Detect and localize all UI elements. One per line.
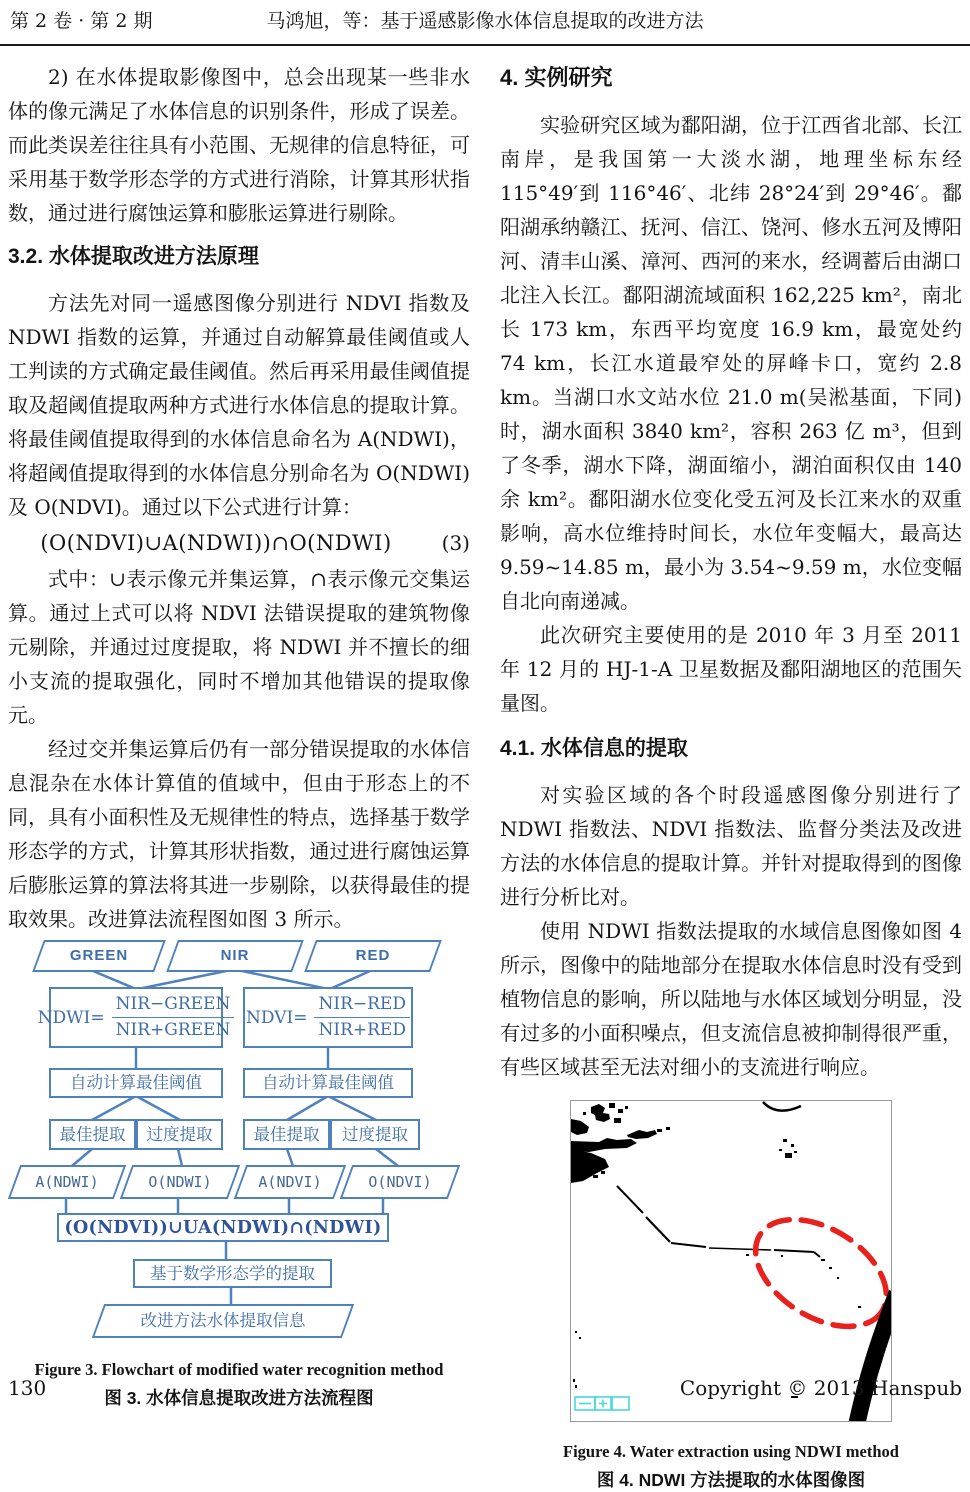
output-a-ndwi <box>14 1165 120 1199</box>
running-title: 马鸿旭，等：基于遥感影像水体信息提取的改进方法 <box>266 10 704 32</box>
equation-3-body: (O(NDVI)∪A(NDWI))∩O(NDWI) <box>40 531 392 555</box>
auto-threshold-left-box: 自动计算最佳阈值 <box>49 1068 223 1098</box>
equation-3 <box>8 526 470 560</box>
ndwi-label: NDWI= <box>37 1007 105 1028</box>
page-header <box>0 0 970 46</box>
combine-formula-label: (O(NDVI))∪UA(NDWI)∩(NDWI) <box>64 1217 382 1238</box>
result-label: 改进方法水体提取信息 <box>140 1311 306 1330</box>
para-list-item-2: 2) 在水体提取影像图中，总会出现某一些非水体的像元满足了水体信息的识别条件，形成了误差。而此类误差往往具有小范围、无规律的信息特征，可采用基于数学形态学的方式进行消除，计算其形状指数，通过进行腐蚀运算和膨胀运算进行剔除。 <box>8 65 470 225</box>
output-a-ndvi-label: A(NDVI) <box>258 1173 322 1191</box>
figure4 <box>500 1100 962 1492</box>
para-method: 方法先对同一遥感图像分别进行 NDVI 指数及 NDWI 指数的运算，并通过自动解算最佳阈值或人工判读的方式确定最佳阈值。然后再采用最佳阈值提取及超阈值提取两种方式进行水体信息的提取计算。将最佳阈值提取得到的水体信息命名为 A(NDWI)，将超阈值提取得到的水体信息分别命名为 O(NDWI)及 O(NDVI)。通过以下公式进行计算： <box>8 291 470 519</box>
best-extract-right-box: 最佳提取 <box>243 1119 330 1150</box>
header-rule <box>0 44 970 46</box>
section-3-2-title: 3.2. 水体提取改进方法原理 <box>8 245 259 268</box>
para-methods-compare: 对实验区域的各个时段遥感图像分别进行了 NDWI 指数法、NDVI 指数法、监督分类法及改进方法的水体信息的提取计算。并针对提取得到的图像进行分析比对。 <box>500 783 962 909</box>
output-o-ndvi-label: O(NDVI) <box>368 1173 432 1191</box>
flowchart-input-red <box>310 940 436 972</box>
figure4-image <box>570 1100 892 1422</box>
flowchart-input-green <box>38 940 160 972</box>
para-morphology: 经过交并集运算后仍有一部分错误提取的水体信息混杂在水体计算值的值域中，但由于形态上的不同，具有小面积性及无规律性的特点，选择基于数学形态学的方式，计算其形状指数，通过进行腐蚀运算后膨胀运算的算法将其进一步剔除，以获得最佳的提取效果。改进算法流程图如图 3 所示。 <box>8 737 470 931</box>
page-number: 130 <box>8 1376 47 1400</box>
best-extract-left-box: 最佳提取 <box>49 1119 136 1150</box>
para-symbols: 式中：∪表示像元并集运算，∩表示像元交集运算。通过上式可以将 NDVI 法错误提取的建筑物像元剔除，并通过过度提取，将 NDWI 并不擅长的细小支流的提取强化，同时不增加其他错误的提取像元。 <box>8 567 470 727</box>
para-study-area: 实验研究区域为鄱阳湖，位于江西省北部、长江南岸，是我国第一大淡水湖，地理坐标东经 115°49′到 116°46′、北纬 28°24′到 29°46′。鄱阳湖承纳赣江、抚河、信江、饶河、修水五河及博阳河、清丰山溪、漳河、西河的来水，经调蓄后由湖口北注入长江。鄱阳湖流域面积 162,225 km²，南北长 173 km，东西平均宽度 16.9 km，最宽处约 74 km，长江水道最窄处的屏峰卡口，宽约 2.8 km。当湖口水文站水位 21.0 m(吴淞基面，下同)时，湖水面积 3840 km²，容积 263 亿 m³，但到了冬季，湖水下降，湖面缩小，湖泊面积仅由 140 余 km²。鄱阳湖水位变化受五河及长江来水的双重影响，高水位维持时间长，水位年变幅大，最高达 9.59~14.85 m，最小为 3.54~9.59 m，水位变幅自北向南递减。 <box>500 113 962 613</box>
figure4-background <box>571 1101 891 1421</box>
output-o-ndvi <box>346 1165 454 1199</box>
equation-3-number: (3) <box>441 531 470 555</box>
ndvi-formula-box <box>243 987 413 1048</box>
flowchart-input-nir <box>172 940 298 972</box>
ndvi-fraction <box>314 993 409 1042</box>
section-4-1-title: 4.1. 水体信息的提取 <box>500 737 688 760</box>
auto-threshold-right-box: 自动计算最佳阈值 <box>243 1068 413 1098</box>
output-o-ndwi <box>126 1165 234 1199</box>
input-green-label: GREEN <box>69 947 129 964</box>
output-a-ndvi <box>240 1165 340 1199</box>
over-extract-right-box: 过度提取 <box>330 1119 420 1150</box>
ndwi-fraction <box>112 993 235 1042</box>
input-red-label: RED <box>355 947 391 964</box>
combine-formula-box <box>57 1213 389 1242</box>
issue-info: 第 2 卷 · 第 2 期 <box>10 10 153 32</box>
input-nir-label: NIR <box>220 947 250 964</box>
figure3-caption-zh: 图 3. 水体信息提取改进方法流程图 <box>104 1388 374 1408</box>
ndwi-denominator: NIR+GREEN <box>115 1020 231 1040</box>
output-a-ndwi-label: A(NDWI) <box>35 1173 99 1191</box>
page-footer <box>0 1376 970 1406</box>
over-extract-left-box: 过度提取 <box>136 1119 223 1150</box>
ndwi-formula-box <box>37 987 231 1048</box>
para-data-source: 此次研究主要使用的是 2010 年 3 月至 2011 年 12 月的 HJ-1-A 卫星数据及鄱阳湖地区的范围矢量图。 <box>500 623 962 715</box>
left-column <box>8 60 470 1410</box>
figure3-caption-en: Figure 3. Flowchart of modified water recognition method <box>34 1360 444 1379</box>
copyright-text: Copyright © 2013 Hanspub <box>679 1376 962 1400</box>
figure3-flowchart <box>8 938 466 1350</box>
section-4-title: 4. 实例研究 <box>500 65 613 90</box>
ndvi-denominator: NIR+RED <box>318 1020 406 1040</box>
output-o-ndwi-label: O(NDWI) <box>148 1173 212 1191</box>
para-ndwi-result: 使用 NDWI 指数法提取的水域信息图像如图 4 所示，图像中的陆地部分在提取水体信息时没有受到植物信息的影响，所以陆地与水体区域划分明显，没有过多的小面积噪点，但支流信息被抑制得很严重，有些区域甚至无法对细小的支流进行响应。 <box>500 919 962 1079</box>
result-parallelogram <box>98 1304 348 1338</box>
ndvi-label: NDVI= <box>246 1007 308 1028</box>
figure4-caption-en: Figure 4. Water extraction using NDWI method <box>563 1442 899 1461</box>
ndvi-numerator: NIR−RED <box>314 993 409 1018</box>
morphology-box: 基于数学形态学的提取 <box>133 1259 332 1288</box>
ndwi-numerator: NIR−GREEN <box>112 993 235 1018</box>
figure4-caption <box>500 1440 962 1492</box>
right-column <box>500 60 962 1492</box>
figure4-caption-zh: 图 4. NDWI 方法提取的水体图像图 <box>596 1470 866 1490</box>
